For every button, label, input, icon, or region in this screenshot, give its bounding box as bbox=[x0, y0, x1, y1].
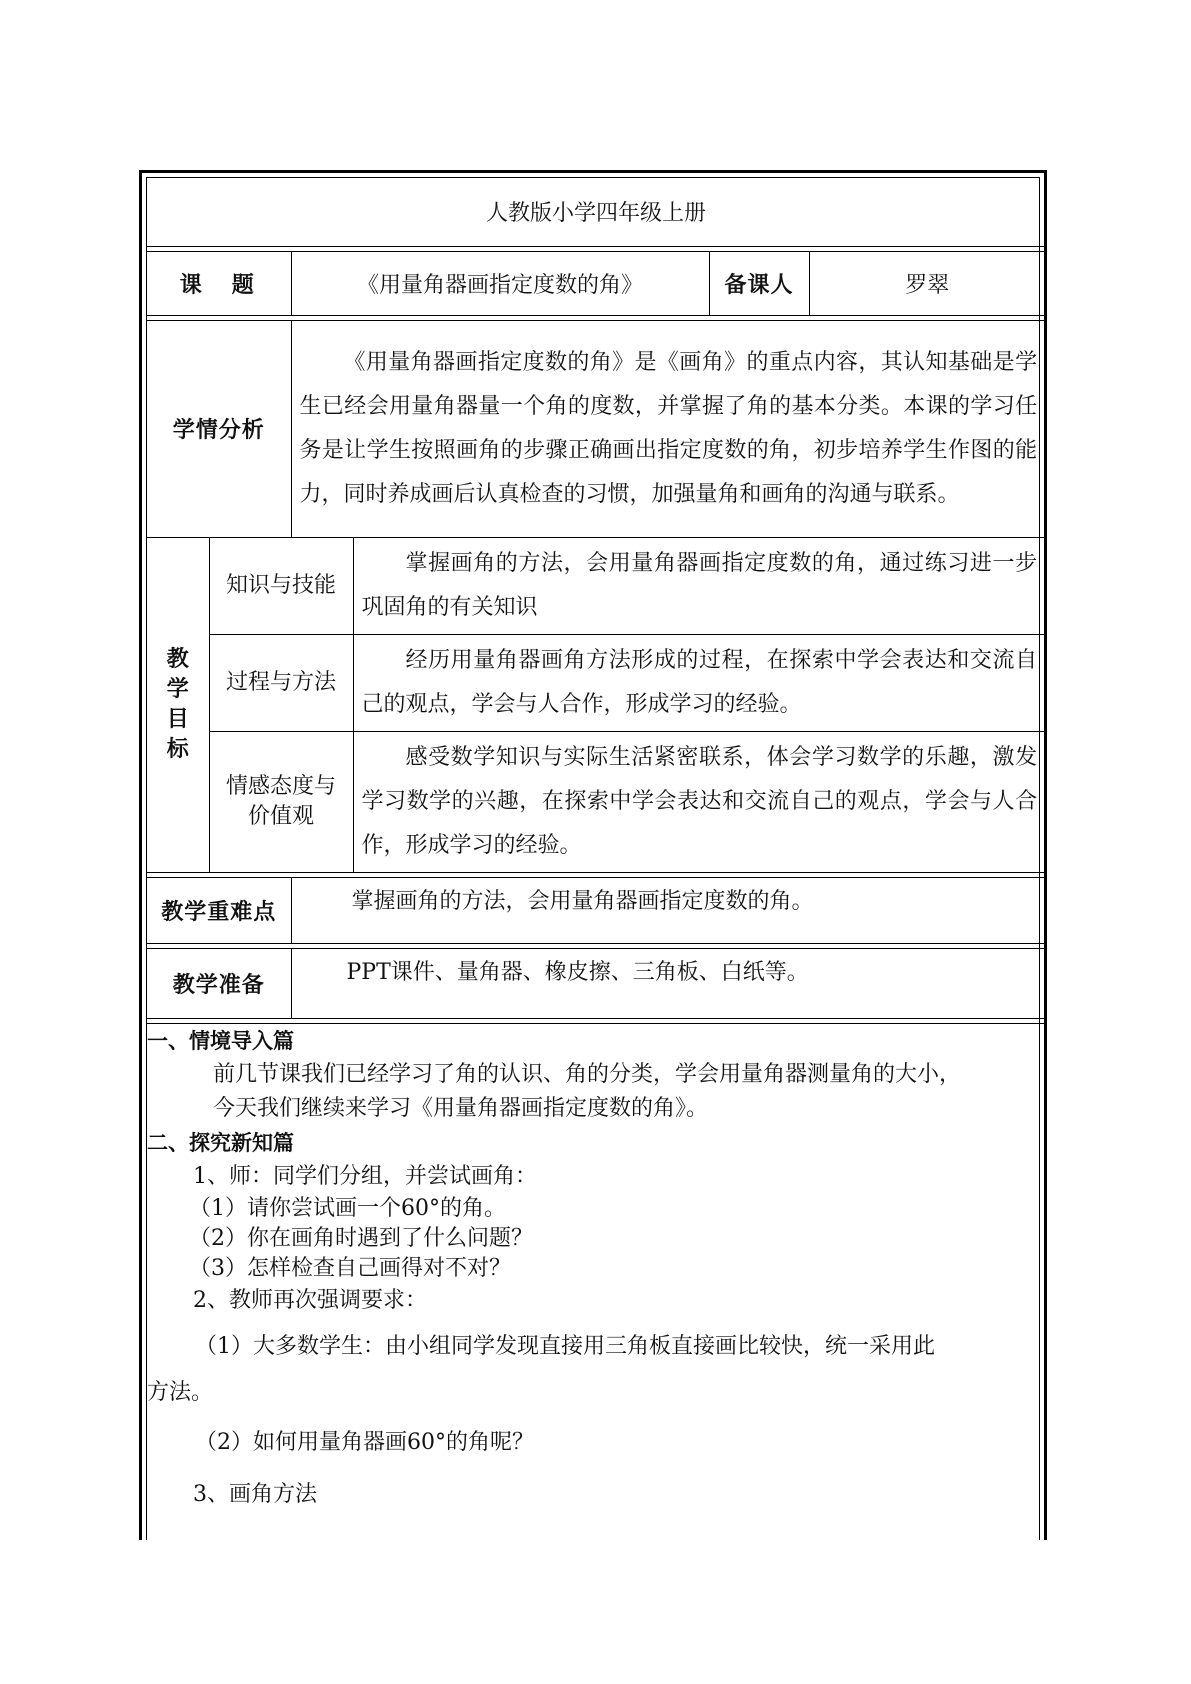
section-intro-heading: 一、情境导入篇 bbox=[147, 1028, 294, 1053]
lesson-plan-table bbox=[147, 178, 1045, 1518]
goal-knowledge-label: 知识与技能 bbox=[209, 537, 353, 634]
goal-knowledge-text: 掌握画角的方法，会用量角器画指定度数的角，通过练习进一步巩固角的有关知识 bbox=[353, 537, 1045, 634]
goal-attitude-label-line: 价值观 bbox=[247, 803, 314, 829]
goal-attitude-label-line: 情感态度与 bbox=[225, 773, 336, 799]
analysis-label: 学情分析 bbox=[147, 320, 291, 537]
preparation-label: 教学准备 bbox=[147, 948, 291, 1018]
step-2-question: （2）如何用量角器画60°的角呢？ bbox=[195, 1429, 534, 1455]
step-2-answer-cont: 方法。 bbox=[147, 1379, 214, 1405]
preparer-name: 罗翠 bbox=[809, 251, 1045, 315]
goals-label-char: 标 bbox=[166, 736, 189, 762]
topic-value: 《用量角器画指定度数的角》 bbox=[291, 251, 709, 315]
goals-label-char: 教 bbox=[166, 646, 189, 672]
analysis-text: 《用量角器画指定度数的角》是《画角》的重点内容，其认知基础是学生已经会用量角器量一个角的度数，并掌握了角的基本分类。本课的学习任务是让学生按照画角的步骤正确画出指定度数的角，初步培养学生作图的能力，同时养成画后认真检查的习惯，加强量角和画角的沟通与联系。 bbox=[291, 320, 1045, 537]
step-3: 3、画角方法 bbox=[193, 1481, 317, 1507]
goal-attitude-label bbox=[209, 731, 353, 872]
goals-label bbox=[147, 537, 209, 872]
step-1: 1、师：同学们分组，并尝试画角： bbox=[193, 1163, 537, 1189]
step-1-question: （2）你在画角时遇到了什么问题？ bbox=[189, 1225, 533, 1251]
section-explore-heading: 二、探究新知篇 bbox=[147, 1130, 294, 1155]
goal-process-label: 过程与方法 bbox=[209, 634, 353, 731]
topic-label: 课 题 bbox=[147, 251, 291, 315]
preparer-label: 备课人 bbox=[709, 251, 809, 315]
step-2: 2、教师再次强调要求： bbox=[193, 1287, 427, 1313]
goal-process-text: 经历用量角器画角方法形成的过程，在探索中学会表达和交流自己的观点，学会与人合作，形成学习的经验。 bbox=[353, 634, 1045, 731]
lesson-plan-document bbox=[139, 170, 1047, 1540]
document-title: 人教版小学四年级上册 bbox=[147, 178, 1045, 246]
goal-attitude-text: 感受数学知识与实际生活紧密联系，体会学习数学的乐趣，激发学习数学的兴趣，在探索中学会表达和交流自己的观点，学会与人合作，形成学习的经验。 bbox=[353, 731, 1045, 872]
preparation-text: PPT课件、量角器、橡皮擦、三角板、白纸等。 bbox=[291, 948, 1045, 1018]
step-2-answer: （1）大多数学生：由小组同学发现直接用三角板直接画比较快，统一采用此 bbox=[195, 1333, 935, 1359]
step-1-question: （3）怎样检查自己画得对不对？ bbox=[189, 1255, 511, 1281]
step-1-question: （1）请你尝试画一个60°的角。 bbox=[189, 1195, 506, 1221]
key-points-text: 掌握画角的方法，会用量角器画指定度数的角。 bbox=[291, 877, 1045, 943]
goals-label-char: 学 bbox=[166, 676, 189, 702]
goals-label-char: 目 bbox=[166, 706, 189, 732]
section-intro-line: 前几节课我们已经学习了角的认识、角的分类，学会用量角器测量角的大小， bbox=[213, 1061, 962, 1087]
lesson-plan-frame bbox=[146, 177, 1040, 1540]
key-points-label: 教学重难点 bbox=[147, 877, 291, 943]
teaching-process bbox=[147, 1023, 1045, 1518]
section-intro-line: 今天我们继续来学习《用量角器画指定度数的角》。 bbox=[213, 1095, 709, 1121]
